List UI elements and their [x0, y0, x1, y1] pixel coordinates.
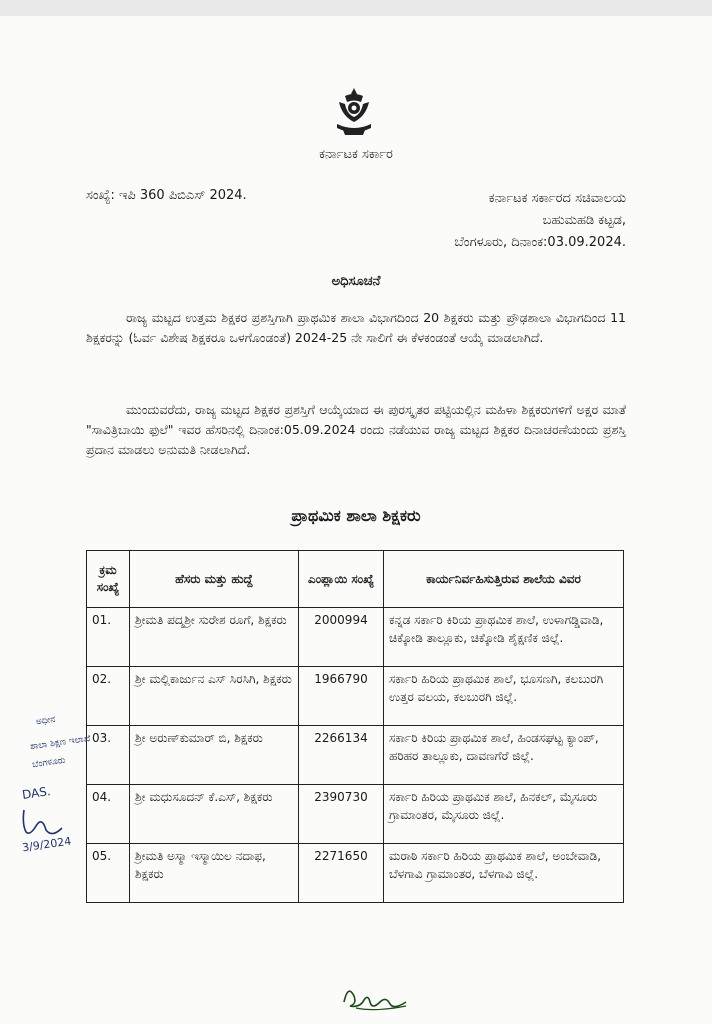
office-line-3: ಬೆಂಗಳೂರು, ದಿನಾಂಕ:03.09.2024.	[454, 235, 626, 250]
cell-serial: 01.	[87, 608, 130, 667]
cell-school: ಸರ್ಕಾರಿ ಹಿರಿಯ ಪ್ರಾಥಮಿಕ ಶಾಲೆ, ಹಿನಕಲ್, ಮೈಸೂರು ಗ್ರಾಮಾಂತರ, ಮೈಸೂರು ಜಿಲ್ಲೆ.	[384, 785, 624, 844]
cell-employee-id: 2000994	[299, 608, 384, 667]
header-serial: ಕ್ರಮ ಸಂಖ್ಯೆ	[87, 551, 130, 608]
table-row	[87, 726, 624, 785]
table-row	[87, 667, 624, 726]
notification-title: ಅಧಿಸೂಚನೆ	[331, 274, 381, 289]
office-line-2: ಬಹುಮಹಡಿ ಕಟ್ಟಡ,	[542, 213, 626, 228]
stamp-code: DAS.	[21, 784, 52, 802]
cell-employee-id: 2390730	[299, 785, 384, 844]
cell-employee-id: 1966790	[299, 667, 384, 726]
cell-serial: 05.	[87, 844, 130, 903]
signature-icon	[336, 978, 418, 1018]
paragraph-1: ರಾಜ್ಯ ಮಟ್ಟದ ಉತ್ತಮ ಶಿಕ್ಷಕರ ಪ್ರಶಸ್ತಿಗಾಗಿ ಪ್ರಾಥಮಿಕ ಶಾಲಾ ವಿಭಾಗದಿಂದ 20 ಶಿಕ್ಷಕರು ಮತ್ತು ಪ್ರೌಢಶಾಲಾ ವಿಭಾಗದಿಂದ 11 ಶಿಕ್ಷಕರನ್ನು (ಓರ್ವ ವಿಶೇಷ ಶಿಕ್ಷಕರೂ ಒಳಗೊಂಡಂತೆ) 2024-25 ನೇ ಸಾಲಿಗೆ ಈ ಕೆಳಕಂಡಂತೆ ಆಯ್ಕೆ ಮಾಡಲಾಗಿದೆ.	[86, 310, 626, 345]
reference-number: ಸಂಖ್ಯೆ: ಇಪಿ 360 ಪಿಬಿಎಸ್ 2024.	[86, 188, 247, 203]
office-line-1: ಕರ್ನಾಟಕ ಸರ್ಕಾರದ ಸಚಿವಾಲಯ	[488, 191, 626, 206]
cell-school: ಮರಾಠಿ ಸರ್ಕಾರಿ ಹಿರಿಯ ಪ್ರಾಥಮಿಕ ಶಾಲೆ, ಅಂಬೇವಾಡಿ, ಬೆಳಗಾವಿ ಗ್ರಾಮಾಂತರ, ಬೆಳಗಾವಿ ಜಿಲ್ಲೆ.	[384, 844, 624, 903]
table-header-row	[87, 551, 624, 608]
cell-school: ಸರ್ಕಾರಿ ಕಿರಿಯ ಪ್ರಾಥಮಿಕ ಶಾಲೆ, ಹಿಂಡಸಘಟ್ಟ ಕ್ಯಾಂಪ್, ಹರಿಹರ ತಾಲ್ಲೂಕು, ದಾವಣಗೆರೆ ಜಿಲ್ಲೆ.	[384, 726, 624, 785]
stamp-line-1: ಅಧೀನ	[35, 714, 56, 728]
table-row	[87, 608, 624, 667]
document-page	[0, 16, 712, 1024]
state-emblem-icon	[331, 86, 377, 138]
government-name: ಕರ್ನಾಟಕ ಸರ್ಕಾರ	[319, 147, 393, 162]
cell-name: ಶ್ರೀ ಮಲ್ಲಿಕಾರ್ಜುನ ಎಸ್ ಸಿರಸಿಗಿ, ಶಿಕ್ಷಕರು	[130, 667, 299, 726]
table-row	[87, 844, 624, 903]
cell-name: ಶ್ರೀ ಅರುಣ್‌ಕುಮಾರ್ ಬಿ, ಶಿಕ್ಷಕರು	[130, 726, 299, 785]
header-employee-id: ಎಂಪ್ಲಾಯಿ ಸಂಖ್ಯೆ	[299, 551, 384, 608]
header-school: ಕಾರ್ಯನಿರ್ವಹಿಸುತ್ತಿರುವ ಶಾಲೆಯ ವಿವರ	[384, 551, 624, 608]
cell-school: ಸರ್ಕಾರಿ ಹಿರಿಯ ಪ್ರಾಥಮಿಕ ಶಾಲೆ, ಭೂಸಣಗಿ, ಕಲಬುರಗಿ ಉತ್ತರ ವಲಯ, ಕಲಬುರಗಿ ಜಿಲ್ಲೆ.	[384, 667, 624, 726]
stamp-line-2: ಶಾಲಾ ಶಿಕ್ಷಣ ಇಲಾಖೆ	[29, 733, 92, 753]
cell-school: ಕನ್ನಡ ಸರ್ಕಾರಿ ಕಿರಿಯ ಪ್ರಾಥಮಿಕ ಶಾಲೆ, ಉಳಾಗಡ್ಡಿವಾಡಿ, ಚಿಕ್ಕೋಡಿ ತಾಲ್ಲೂಕು, ಚಿಕ್ಕೋಡಿ ಶೈಕ್ಷಣಿಕ ಜಿಲ್ಲೆ.	[384, 608, 624, 667]
cell-serial: 04.	[87, 785, 130, 844]
teachers-table	[86, 550, 624, 903]
header-name: ಹೆಸರು ಮತ್ತು ಹುದ್ದೆ	[130, 551, 299, 608]
cell-name: ಶ್ರೀಮತಿ ಅಸ್ಮಾ ಇಸ್ಮಾಯಿಲ ನದಾಫ, ಶಿಕ್ಷಕರು	[130, 844, 299, 903]
cell-serial: 02.	[87, 667, 130, 726]
section-title: ಪ್ರಾಥಮಿಕ ಶಾಲಾ ಶಿಕ್ಷಕರು	[291, 506, 421, 525]
initials-scribble-icon	[18, 806, 78, 840]
cell-serial: 03.	[87, 726, 130, 785]
cell-name: ಶ್ರೀ ಮಧುಸೂದನ್ ಕೆ.ಎಸ್, ಶಿಕ್ಷಕರು	[130, 785, 299, 844]
cell-name: ಶ್ರೀಮತಿ ಪದ್ಮಶ್ರೀ ಸುರೇಶ ರೂಗೆ, ಶಿಕ್ಷಕರು	[130, 608, 299, 667]
cell-employee-id: 2271650	[299, 844, 384, 903]
cell-employee-id: 2266134	[299, 726, 384, 785]
table-row	[87, 785, 624, 844]
stamp-date: 3/9/2024	[21, 834, 73, 855]
stamp-line-3: ಬೆಂಗಳೂರು	[31, 755, 67, 771]
paragraph-2: ಮುಂದುವರೆದು, ರಾಜ್ಯ ಮಟ್ಟದ ಶಿಕ್ಷಕರ ಪ್ರಶಸ್ತಿಗೆ ಆಯ್ಕೆಯಾದ ಈ ಪುರಸ್ಕೃತರ ಪಟ್ಟಿಯಲ್ಲಿನ ಮಹಿಳಾ ಶಿಕ್ಷಕರುಗಳಿಗೆ ಅಕ್ಷರ ಮಾತೆ "ಸಾವಿತ್ರಿಬಾಯಿ ಫುಲೆ" ಇವರ ಹೆಸರಿನಲ್ಲಿ ದಿನಾಂಕ:05.09.2024 ರಂದು ನಡೆಯುವ ರಾಜ್ಯ ಮಟ್ಟದ ಶಿಕ್ಷಕರ ದಿನಾಚರಣೆಯಂದು ಪ್ರಶಸ್ತಿ ಪ್ರದಾನ ಮಾಡಲು ಅನುಮತಿ ನೀಡಲಾಗಿದೆ.	[86, 402, 626, 457]
office-address	[454, 188, 626, 254]
